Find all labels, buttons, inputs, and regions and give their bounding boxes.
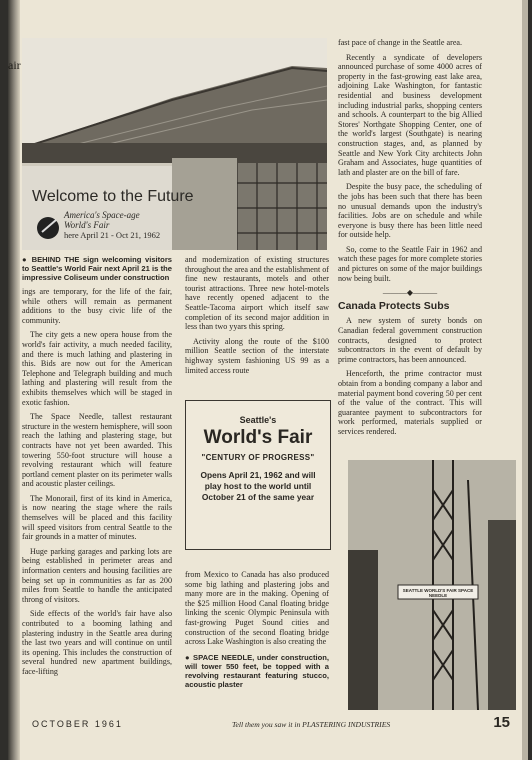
photo-caption: ● BEHIND THE sign welcoming visitors to Seattle's World Fair next April 21 is the impressive Coliseum under construction	[22, 255, 172, 282]
page-number: 15	[493, 714, 510, 731]
box-slogan: "CENTURY OF PROGRESS"	[201, 453, 315, 462]
column-2-continued	[185, 570, 329, 694]
gutter-text-fragment: air	[8, 58, 21, 72]
paragraph: Huge parking garages and parking lots are being established in perimeter areas and information centers and housing facilities are being set up in communities as far as 200 miles from Seattle to handle the anticipated throng of visitors.	[22, 546, 172, 604]
paragraph: The city gets a new opera house from the world's fair activity, a much needed facility, and there is much lathing and plastering in this. Bids are now out for the American Telephone and Telegraph building and much lathing and plastering will result from the exhibits themselves which will be staged in exotic fashion.	[22, 330, 172, 407]
box-line-seattles: Seattle's	[239, 415, 277, 425]
sign-headline: Welcome to the Future	[32, 188, 194, 205]
sign-line: America's Space-age	[64, 210, 140, 220]
section-heading: Canada Protects Subs	[338, 299, 450, 312]
space-needle-photo	[348, 460, 516, 710]
footer-tagline: Tell them you saw it in PLASTERING INDUSTRIES	[232, 720, 391, 729]
photo-caption: ● SPACE NEEDLE, under construction, will tower 550 feet, be topped with a revolving restaurant featuring stucco, acoustic plaster	[185, 652, 329, 689]
paragraph: Activity along the route of the $100 million Seattle section of the interstate highway system fashioning US 99 as a limited access route	[185, 336, 329, 375]
paragraph: from Mexico to Canada has also produced some big lathing and plastering jobs and many more are in the making. Opening of the $25 million Hood Canal floating bridge linking the scenic Olympic Peninsula with fast-growing Puget Sound cities and construction of the second floating bridge across Lake Washington is also creating the	[185, 570, 329, 647]
box-title: World's Fair	[203, 427, 313, 448]
column-3	[338, 38, 482, 442]
paragraph: fast pace of change in the Seattle area.	[338, 38, 463, 47]
paragraph: The Space Needle, tallest restaurant structure in the western hemisphere, will soon reach the lathing and plastering stage, but contracts have not yet been awarded. This towering 550-foot structure will house a revolving restaurant which will feature portland cement plaster on its perimeter walls and acoustic plaster ceilings.	[22, 412, 172, 489]
binding-gutter	[8, 0, 20, 760]
worlds-fair-box	[185, 400, 331, 550]
paragraph: Side effects of the world's fair have also contributed to a booming lathing and plastering industry in the Seattle area during the last two years and will continue on until its opening. This includes the construction of several hundred new apartment buildings, face-lifting	[22, 609, 172, 676]
magazine-page	[8, 0, 528, 760]
paragraph: Despite the busy pace, the scheduling of the jobs has been such that there has been no unusual demands upon the industry's facilities. Jobs are on schedule and while everyone is busy there has been little need for outside help.	[338, 182, 482, 240]
paragraph: Recently a syndicate of developers announced purchase of some 4000 acres of property in the fast-growing east lake area, adjoining Lake Washington, for fantastic residential and business development including industrial parks, shopping centers and schools. A counterpart to the big Allied Stores' Northgate Shopping Center, one of the world's largest (Southgate) is nearing construction stages, and, as planned by Seattle and New York City architects John Graham and Associates, huge quantities of lath and plaster are on the bill of fare.	[338, 52, 482, 177]
paragraph: The Monorail, first of its kind in America, is now nearing the stage where the rails themselves will be placed and this facility will speed visitors from central Seattle to the fair grounds in a matter of minutes.	[22, 493, 172, 542]
page-edge	[522, 0, 528, 760]
column-2	[185, 255, 329, 380]
issue-date: OCTOBER 1961	[32, 719, 123, 729]
paragraph: A new system of surety bonds on Canadian federal government construction contracts, designed to protect subcontractors in the event of default by prime contractors, has been announced.	[338, 316, 482, 364]
page-footer	[22, 713, 518, 737]
column-1	[22, 255, 172, 682]
needle-sign: SEATTLE WORLD'S FAIR SPACE NEEDLE	[402, 588, 474, 598]
section-divider: ———◆———	[382, 288, 438, 298]
paragraph: Henceforth, the prime contractor must obtain from a bonding company a labor and material payment bond covering 50 per cent of the value of the contract. This will guarantee payment to subcontractors for work performed, materials supplied or services rendered.	[338, 369, 482, 436]
sign-dates: here April 21 - Oct 21, 1962	[64, 230, 161, 240]
paragraph: and modernization of existing structures throughout the area and the establishment of fine new restaurants, motels and other tourist attractions. Three new hotel-motels have recently opened adjacent to the Seattle-Tacoma airport which itself saw completion of its second major addition in less than two yyars this spring.	[185, 255, 329, 332]
coliseum-photo	[22, 38, 327, 250]
sign-line: World's Fair	[64, 220, 110, 230]
paragraph: So, come to the Seattle Fair in 1962 and watch these pages for more complete stories and pictures on some of the major buildings now being built.	[338, 244, 482, 283]
box-dates: Opens April 21, 1962 and will play host to the world until October 21 of the same year	[200, 470, 316, 502]
paragraph: ings are temporary, for the life of the fair, while others will remain as permanent additions to the busy civic life of the community.	[22, 287, 172, 325]
